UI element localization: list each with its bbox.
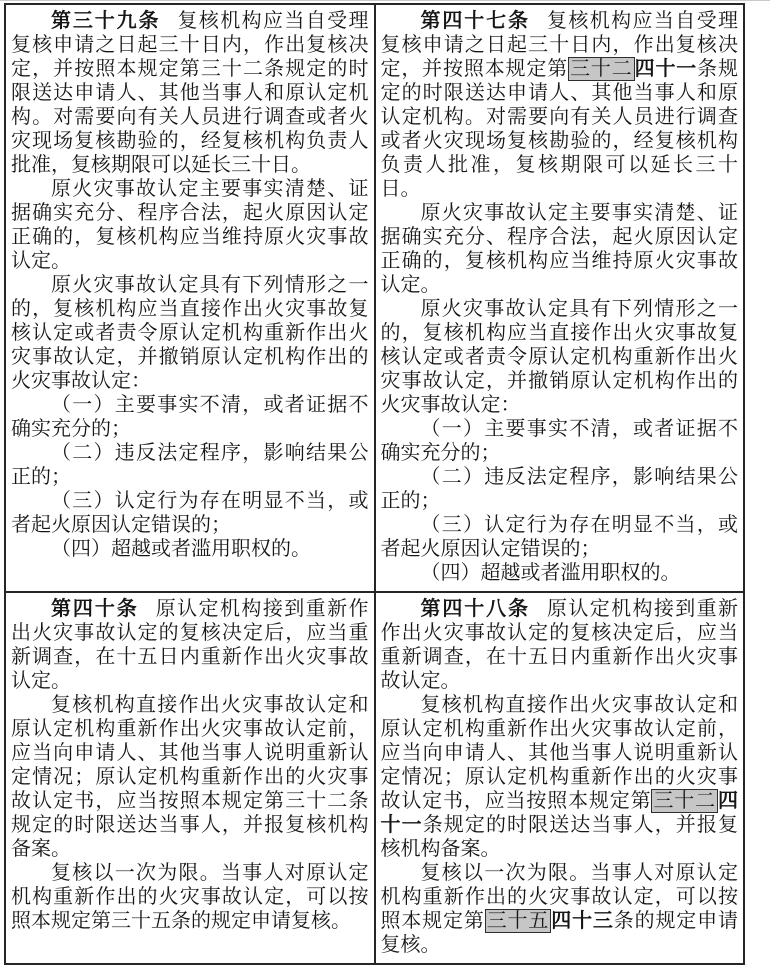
body-text: 原火灾事故认定主要事实清楚、证据确实充分、程序合法，起火原因认定正确的，复核机构应当维持原火灾事故认定。 (380, 202, 738, 296)
body-text: 原认定机构接到重新作出火灾事故认定的复核决定后，应当重新调查，在十五日内重新作出火灾事故认定。 (11, 598, 369, 692)
article-number: 第四十八条 (420, 598, 530, 620)
paragraph (11, 273, 369, 393)
table-row (5, 4, 744, 592)
paragraph (11, 597, 369, 693)
body-text: 复核以一次为限。当事人对原认定机构重新作出的火灾事故认定，可以按照本规定第 (380, 862, 738, 932)
deleted-text: 三十二 (653, 790, 716, 812)
table-cell-article-40 (5, 592, 375, 964)
body-text: 条的规定申请复核。 (380, 910, 738, 956)
body-text: （一）主要事实不清，或者证据不确实充分的； (11, 394, 369, 440)
paragraph (381, 465, 739, 513)
table-cell-article-47 (375, 4, 745, 592)
article-number: 第四十条 (51, 598, 139, 620)
paragraph (11, 393, 369, 441)
paragraph (11, 489, 369, 537)
scan-edge-artifact (0, 0, 770, 1)
body-text: （一）主要事实不清，或者证据不确实充分的； (380, 418, 738, 464)
paragraph (11, 441, 369, 489)
table-row (5, 592, 744, 964)
body-text: 条规定的时限送达申请人、其他当事人和原认定机构。对需要向有关人员进行调查或者火灾现场复核勘验的，经复核机构负责人批准，复核期限可以延长三十日。 (380, 58, 738, 200)
paragraph (11, 9, 369, 177)
body-text: 原火灾事故认定具有下列情形之一的，复核机构应当直接作出火灾事故复核认定或者责令原认定机构重新作出火灾事故认定，并撤销原认定机构作出的火灾事故认定： (380, 298, 738, 416)
paragraph (381, 561, 739, 585)
inserted-text: 四十一 (380, 790, 738, 836)
body-text: （二）违反法定程序，影响结果公正的； (380, 466, 738, 512)
body-text: （三）认定行为存在明显不当，或者起火原因认定错误的； (11, 490, 369, 536)
deleted-text: 三十五 (486, 910, 550, 932)
body-text: 条规定的时限送达当事人，并报复核机构备案。 (380, 814, 738, 860)
article-number: 第三十九条 (51, 10, 161, 32)
deleted-text: 三十二 (570, 58, 633, 80)
inserted-text: 四十三 (551, 910, 614, 932)
paragraph (381, 201, 739, 297)
paragraph (11, 693, 369, 861)
paragraph (381, 513, 739, 561)
body-text: 原认定机构接到重新作出火灾事故认定的复核决定后，应当重新调查，在十五日内重新作出火灾事故认定。 (380, 598, 739, 692)
table-cell-article-48 (375, 592, 745, 964)
body-text: 复核以一次为限。当事人对原认定机构重新作出的火灾事故认定，可以按照本规定第三十五条的规定申请复核。 (11, 862, 369, 932)
paragraph (381, 9, 739, 201)
body-text: 复核机构应当自受理复核申请之日起三十日内，作出复核决定，并按照本规定第三十二条规定的时限送达申请人、其他当事人和原认定机构。对需要向有关人员进行调查或者火灾现场复核勘验的，经复核机构负责人批准，复核期限可以延长三十日。 (11, 10, 369, 176)
body-text: （二）违反法定程序，影响结果公正的； (11, 442, 369, 488)
body-text: （四）超越或者滥用职权的。 (51, 538, 311, 560)
paragraph (11, 177, 369, 273)
inserted-text: 四十一 (634, 58, 698, 80)
body-text: 原火灾事故认定具有下列情形之一的，复核机构应当直接作出火灾事故复核认定或者责令原认定机构重新作出火灾事故认定，并撤销原认定机构作出的火灾事故认定： (11, 274, 369, 392)
body-text: （三）认定行为存在明显不当，或者起火原因认定错误的； (380, 514, 738, 560)
paragraph (381, 693, 739, 861)
paragraph (381, 417, 739, 465)
table-cell-article-39 (5, 4, 375, 592)
body-text: 复核机构直接作出火灾事故认定和原认定机构重新作出火灾事故认定前，应当向申请人、其他当事人说明重新认定情况；原认定机构重新作出的火灾事故认定书，应当按照本规定第三十二条规定的时限送达当事人，并报复核机构备案。 (11, 694, 369, 860)
paragraph (11, 537, 369, 561)
body-text: 复核机构直接作出火灾事故认定和原认定机构重新作出火灾事故认定前，应当向申请人、其他当事人说明重新认定情况；原认定机构重新作出的火灾事故认定书，应当按照本规定第 (380, 694, 738, 812)
body-text: 复核机构应当自受理复核申请之日起三十日内，作出复核决定，并按照本规定第 (380, 10, 739, 80)
paragraph (381, 297, 739, 417)
paragraph (381, 861, 739, 957)
body-text: 原火灾事故认定主要事实清楚、证据确实充分、程序合法，起火原因认定正确的，复核机构应当维持原火灾事故认定。 (11, 178, 369, 272)
paragraph (11, 861, 369, 933)
article-number: 第四十七条 (420, 10, 530, 32)
article-comparison-table (4, 3, 745, 965)
paragraph (381, 597, 739, 693)
body-text: （四）超越或者滥用职权的。 (420, 562, 681, 584)
